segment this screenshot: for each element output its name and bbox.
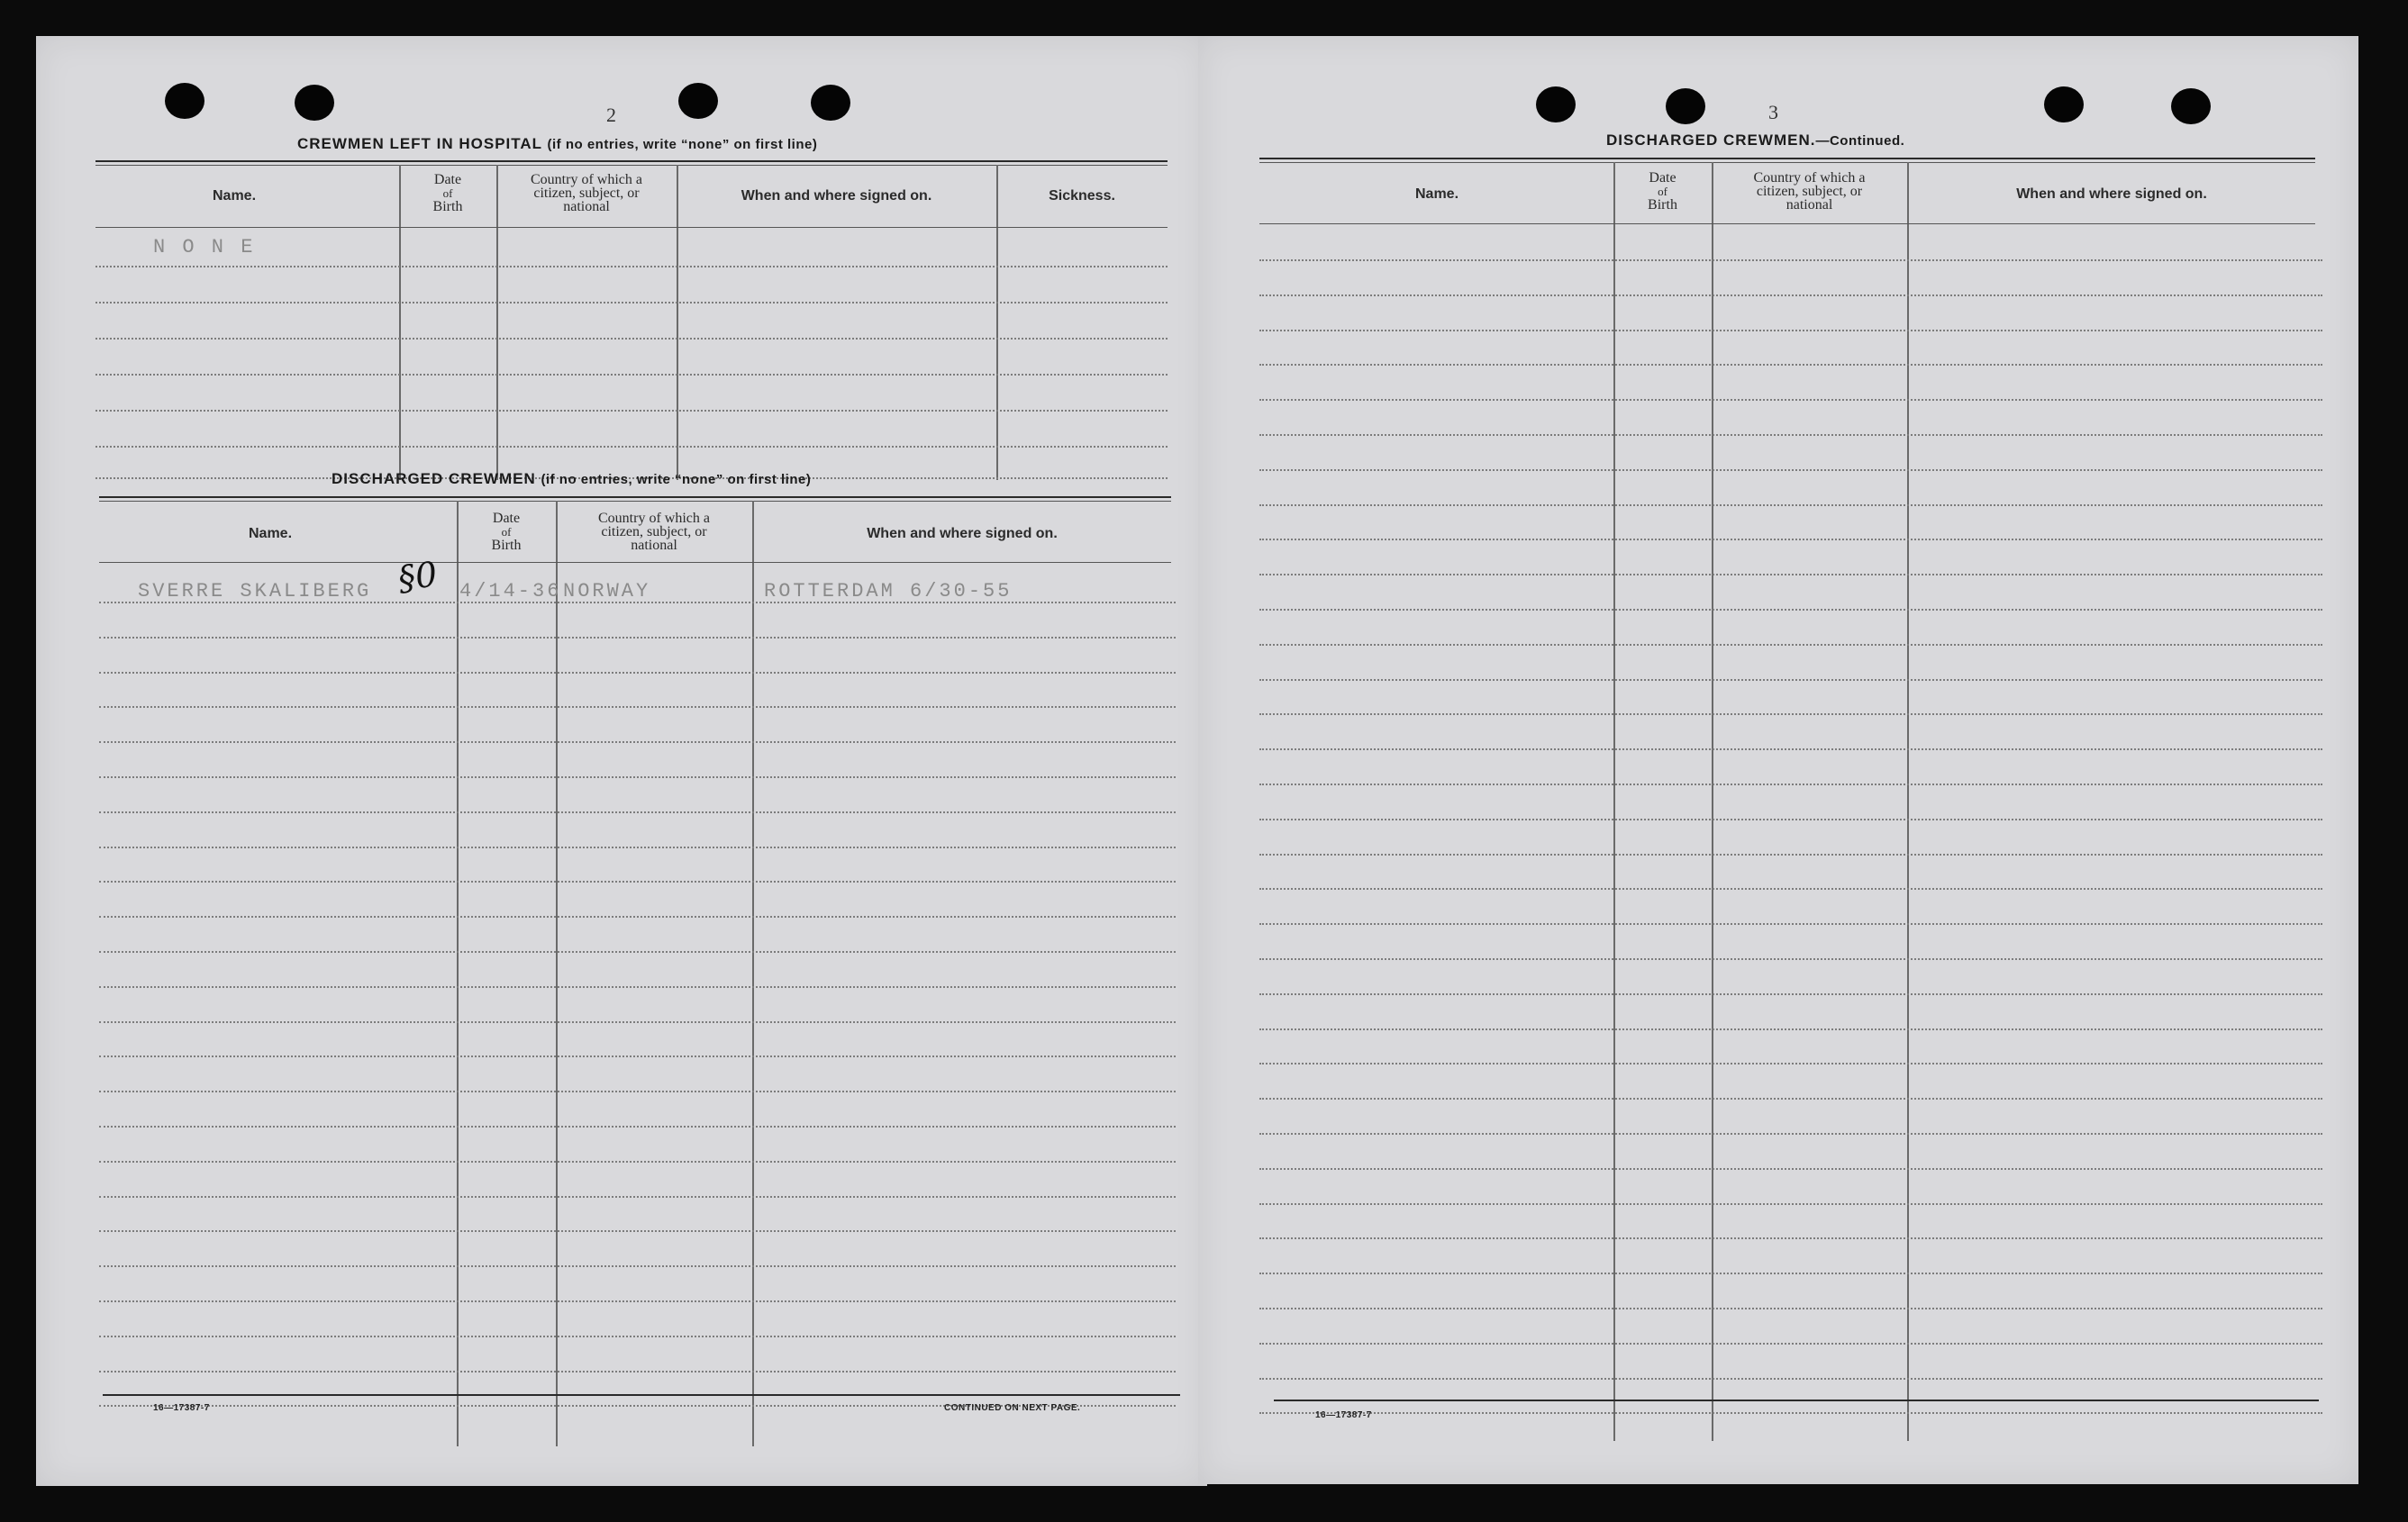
rule xyxy=(95,160,1168,162)
row-line xyxy=(95,266,1168,267)
row-line xyxy=(99,951,1176,953)
rule xyxy=(1259,158,2315,159)
rule xyxy=(99,501,1171,502)
punch-hole xyxy=(2044,86,2084,122)
row-line xyxy=(99,847,1176,848)
column-header-name: Name. xyxy=(212,188,257,204)
discharged-section-title: DISCHARGED CREWMEN (if no entries, write “none” on first line) xyxy=(332,470,812,487)
punch-hole xyxy=(678,83,718,119)
punch-hole xyxy=(1536,86,1576,122)
rule xyxy=(99,496,1171,498)
hospital-rows xyxy=(95,227,1168,484)
row-line xyxy=(99,637,1176,639)
row-line xyxy=(1259,609,2322,611)
form-code: 16—17387-7 xyxy=(153,1403,210,1413)
column-header-country: Country of which a citizen, subject, or national xyxy=(1753,170,1866,213)
row-line xyxy=(1259,679,2322,681)
row-line xyxy=(1259,1133,2322,1135)
row-line xyxy=(99,1230,1176,1232)
row-line xyxy=(1259,1273,2322,1274)
row-line xyxy=(99,916,1176,918)
column-header-sickness: Sickness. xyxy=(1049,188,1115,204)
row-line xyxy=(99,706,1176,708)
rule xyxy=(1259,162,2315,163)
row-line xyxy=(99,1371,1176,1373)
row-line xyxy=(1259,259,2322,261)
column-header-signed-on: When and where signed on. xyxy=(867,526,1058,541)
punch-hole xyxy=(2171,88,2211,124)
row-line xyxy=(95,446,1168,448)
row-line xyxy=(1259,958,2322,960)
discharged-rows xyxy=(99,562,1176,1445)
row-line xyxy=(1259,993,2322,995)
row-line xyxy=(1259,1308,2322,1309)
hospital-entry-name: N O N E xyxy=(153,236,256,258)
row-line xyxy=(1259,364,2322,366)
row-line xyxy=(1259,1237,2322,1239)
continued-note: CONTINUED ON NEXT PAGE. xyxy=(944,1403,1081,1413)
punch-hole xyxy=(295,85,334,121)
column-header-signed-on: When and where signed on. xyxy=(741,188,932,204)
right-page xyxy=(1198,36,2358,1484)
handwritten-annotation: §0 xyxy=(395,554,441,599)
row-line xyxy=(1259,784,2322,785)
column-header-dob: Date of Birth xyxy=(491,511,522,553)
row-line xyxy=(1259,434,2322,436)
column-header-name: Name. xyxy=(248,526,293,541)
row-line xyxy=(99,1196,1176,1198)
column-header-name: Name. xyxy=(1414,186,1459,202)
form-code: 16—17387-7 xyxy=(1315,1410,1372,1420)
rule xyxy=(1274,1400,2319,1401)
page-number: 3 xyxy=(1768,101,1778,123)
punch-hole xyxy=(1666,88,1705,124)
row-line xyxy=(99,1126,1176,1128)
discharged-entry-signed-on: ROTTERDAM 6/30-55 xyxy=(764,580,1013,602)
column-header-signed-on: When and where signed on. xyxy=(2016,186,2207,202)
discharged-continued-title: DISCHARGED CREWMEN.—Continued. xyxy=(1606,131,1905,149)
row-line xyxy=(99,776,1176,778)
row-line xyxy=(99,811,1176,813)
row-line xyxy=(1259,819,2322,820)
punch-hole xyxy=(165,83,204,119)
row-line xyxy=(1259,469,2322,471)
row-line xyxy=(99,1055,1176,1057)
discharged-entry-name: SVERRE SKALIBERG xyxy=(138,580,372,602)
row-line xyxy=(1259,923,2322,925)
column-header-country: Country of which a citizen, subject, or national xyxy=(531,172,642,214)
row-line xyxy=(1259,1028,2322,1030)
row-line xyxy=(99,1161,1176,1163)
rule xyxy=(103,1394,1180,1396)
row-line xyxy=(99,741,1176,743)
left-page xyxy=(36,36,1207,1486)
row-line xyxy=(99,1091,1176,1092)
row-line xyxy=(1259,1203,2322,1205)
row-line xyxy=(1259,854,2322,856)
row-line xyxy=(1259,1063,2322,1064)
discharged-entry-country: NORWAY xyxy=(563,580,651,602)
row-line xyxy=(99,1300,1176,1302)
row-line xyxy=(95,410,1168,412)
row-line xyxy=(1259,1378,2322,1380)
row-line xyxy=(1259,888,2322,890)
discharged-continued-rows xyxy=(1259,223,2322,1439)
row-line xyxy=(95,374,1168,376)
row-line xyxy=(1259,574,2322,575)
row-line xyxy=(1259,539,2322,540)
row-line xyxy=(1259,1343,2322,1345)
row-line xyxy=(99,986,1176,988)
row-line xyxy=(1259,644,2322,646)
row-line xyxy=(99,1021,1176,1023)
discharged-entry-dob: 4/14-36 xyxy=(459,580,562,602)
row-line xyxy=(1259,330,2322,331)
column-header-dob: Date of Birth xyxy=(1648,170,1677,213)
row-line xyxy=(95,302,1168,303)
row-line xyxy=(1259,504,2322,506)
hospital-section-title: CREWMEN LEFT IN HOSPITAL (if no entries, write “none” on first line) xyxy=(297,135,818,152)
row-line xyxy=(1259,1098,2322,1100)
row-line xyxy=(99,672,1176,674)
row-line xyxy=(1259,1412,2322,1414)
row-line xyxy=(99,1336,1176,1337)
punch-hole xyxy=(811,85,850,121)
row-line xyxy=(1259,1168,2322,1170)
page-number: 2 xyxy=(606,104,616,126)
row-line xyxy=(1259,748,2322,750)
row-line xyxy=(1259,713,2322,715)
row-line xyxy=(99,881,1176,883)
row-line xyxy=(1259,399,2322,401)
rule xyxy=(95,165,1168,166)
column-header-dob: Date of Birth xyxy=(432,172,463,214)
row-line xyxy=(99,1265,1176,1267)
row-line xyxy=(1259,294,2322,296)
column-header-country: Country of which a citizen, subject, or national xyxy=(598,511,710,553)
row-line xyxy=(95,338,1168,340)
